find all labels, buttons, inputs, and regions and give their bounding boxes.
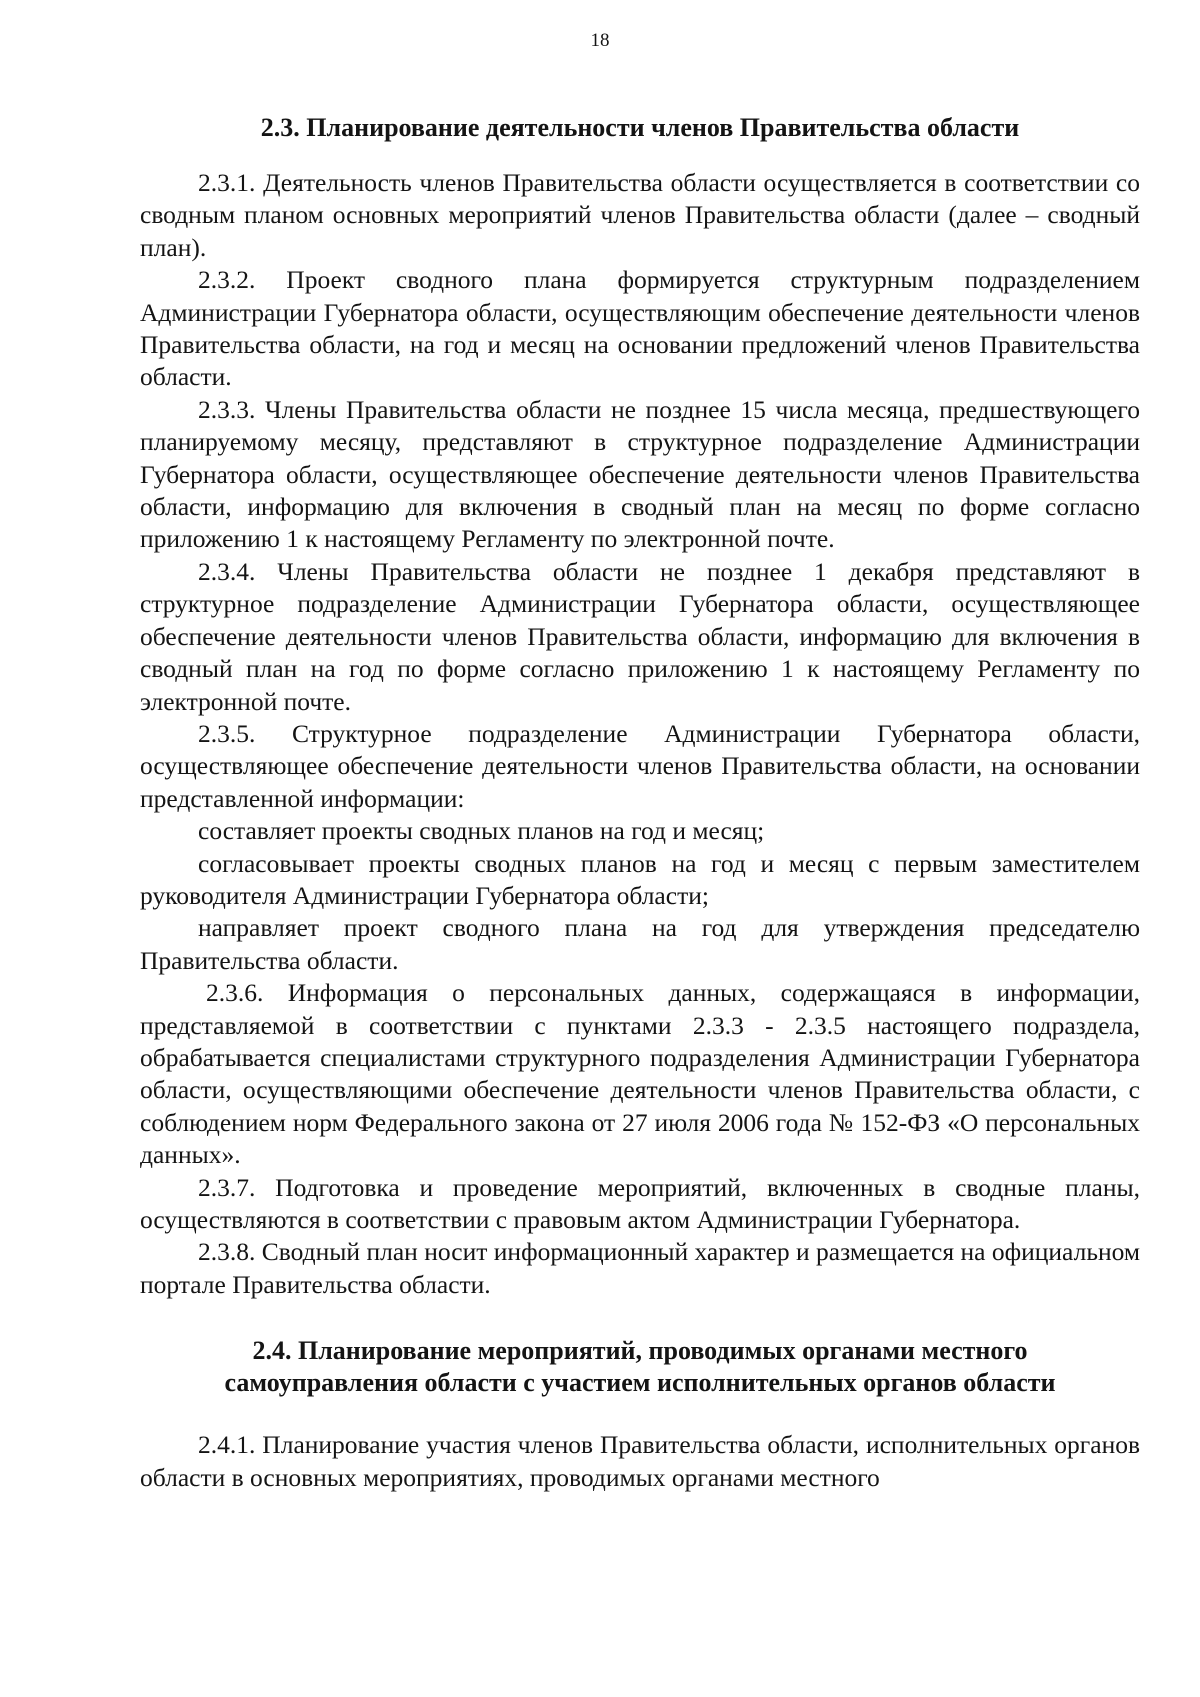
section-heading-2-3: 2.3. Планирование деятельности членов Правительства области — [260, 113, 1020, 142]
paragraph-2-3-5: 2.3.5. Структурное подразделение Администрации Губернатора области, осуществляющее обеспечение деятельности членов Правительства области, на основании представленной информации: — [140, 718, 1140, 813]
paragraph-2-3-6: 2.3.6. Информация о персональных данных, содержащаяся в информации, представляемой в соответствии с пунктами 2.3.3 - 2.3.5 настоящего подраздела, обрабатывается специалистами структурного подразделения Администрации Губернатора области, осуществляющими обеспечение деятельности членов Правительства области, с соблюдением норм Федерального закона от 27 июля 2006 года № 152-ФЗ «О персональных данных». — [140, 978, 1140, 1170]
paragraph-2-3-1: 2.3.1. Деятельность членов Правительства области осуществляется в соответствии со сводным планом основных мероприятий членов Правительства области (далее – сводный план). — [140, 168, 1140, 262]
section-heading-2-4-line-2: самоуправления области с участием исполнительных органов области — [224, 1368, 1056, 1398]
section-heading-2-4 — [140, 1335, 1140, 1399]
paragraph-2-3-7: 2.3.7. Подготовка и проведение мероприятий, включенных в сводные планы, осуществляются в соответствии с правовым актом Администрации Губернатора. — [140, 1172, 1140, 1234]
list-item-send-plan: направляет проект сводного плана на год для утверждения председателю Правительства области. — [140, 913, 1140, 975]
list-item-approve-plans: согласовывает проекты сводных планов на год и месяц с первым заместителем руководителя Администрации Губернатора области; — [140, 848, 1140, 910]
paragraph-2-4-1: 2.4.1. Планирование участия членов Правительства области, исполнительных органов области в основных мероприятиях, проводимых органами местного — [140, 1430, 1140, 1492]
paragraph-2-3-4: 2.3.4. Члены Правительства области не позднее 1 декабря представляют в структурное подразделение Администрации Губернатора области, осуществляющее обеспечение деятельности членов Правительства области, информацию для включения в сводный план на год по форме согласно приложению 1 к настоящему Регламенту по электронной почте. — [140, 556, 1140, 716]
paragraph-2-3-8: 2.3.8. Сводный план носит информационный характер и размещается на официальном портале Правительства области. — [140, 1237, 1140, 1299]
paragraph-2-3-3: 2.3.3. Члены Правительства области не позднее 15 числа месяца, предшествующего планируемому месяцу, представляют в структурное подразделение Администрации Губернатора области, осуществляющее обеспечение деятельности членов Правительства области, информацию для включения в сводный план на месяц по форме согласно приложению 1 к настоящему Регламенту по электронной почте. — [140, 394, 1140, 554]
list-item-compose-plans: составляет проекты сводных планов на год и месяц; — [198, 816, 765, 846]
section-heading-2-4-line-1: 2.4. Планирование мероприятий, проводимых органами местного — [252, 1336, 1028, 1366]
document-body — [140, 112, 1140, 1494]
paragraph-2-3-2: 2.3.2. Проект сводного плана формируется структурным подразделением Администрации Губернатора области, осуществляющим обеспечение деятельности членов Правительства области, на год и месяц на основании предложений членов Правительства области. — [140, 265, 1140, 392]
page-number: 18 — [590, 30, 610, 51]
